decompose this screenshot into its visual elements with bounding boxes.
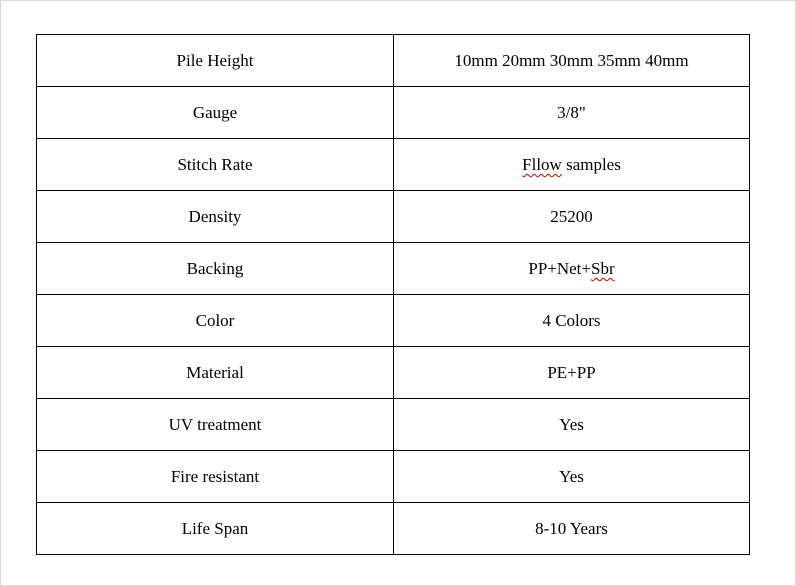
row-label: Fire resistant	[170, 467, 260, 486]
row-label: Pile Height	[176, 51, 254, 70]
row-label-cell[interactable]	[37, 35, 394, 87]
row-label: UV treatment	[168, 415, 262, 434]
row-value: 3/8"	[557, 103, 586, 122]
table-row	[37, 139, 750, 191]
row-value-cell[interactable]	[394, 295, 750, 347]
spellcheck-flagged-word: Sbr	[591, 259, 615, 278]
table-row	[37, 295, 750, 347]
row-value-cell[interactable]	[394, 139, 750, 191]
row-value-cell[interactable]	[394, 87, 750, 139]
row-label-cell[interactable]	[37, 451, 394, 503]
row-value-cell[interactable]	[394, 191, 750, 243]
row-label-cell[interactable]	[37, 139, 394, 191]
row-value-cell[interactable]	[394, 243, 750, 295]
table-row	[37, 191, 750, 243]
row-label-cell[interactable]	[37, 503, 394, 555]
row-value-cell[interactable]	[394, 347, 750, 399]
row-value: Yes	[559, 415, 584, 434]
row-value-cell[interactable]	[394, 35, 750, 87]
row-value: 4 Colors	[542, 311, 601, 330]
row-value-cell[interactable]	[394, 399, 750, 451]
row-value: PE+PP	[547, 363, 596, 382]
product-spec-table	[36, 34, 750, 555]
row-label-cell[interactable]	[37, 243, 394, 295]
row-label-cell[interactable]	[37, 87, 394, 139]
table-row	[37, 243, 750, 295]
row-label: Density	[188, 207, 242, 226]
row-value: 25200	[550, 207, 593, 226]
row-label: Color	[195, 311, 235, 330]
table-row	[37, 347, 750, 399]
table-row	[37, 399, 750, 451]
row-value: 10mm 20mm 30mm 35mm 40mm	[454, 51, 689, 70]
row-label: Stitch Rate	[177, 155, 253, 174]
table-row	[37, 451, 750, 503]
row-value: samples	[561, 155, 621, 174]
table-row	[37, 503, 750, 555]
row-label: Gauge	[192, 103, 238, 122]
row-label: Life Span	[181, 519, 249, 538]
row-label: Material	[186, 363, 244, 382]
row-value: 8-10 Years	[535, 519, 608, 538]
table-row	[37, 87, 750, 139]
spellcheck-flagged-word: Fllow	[522, 155, 562, 174]
row-value-cell[interactable]	[394, 451, 750, 503]
row-value-cell[interactable]	[394, 503, 750, 555]
row-label-cell[interactable]	[37, 191, 394, 243]
row-label-cell[interactable]	[37, 347, 394, 399]
row-label: Backing	[186, 259, 244, 278]
table-row	[37, 35, 750, 87]
row-label-cell[interactable]	[37, 295, 394, 347]
row-value: Yes	[559, 467, 584, 486]
row-value: PP+Net+	[528, 259, 591, 278]
row-label-cell[interactable]	[37, 399, 394, 451]
